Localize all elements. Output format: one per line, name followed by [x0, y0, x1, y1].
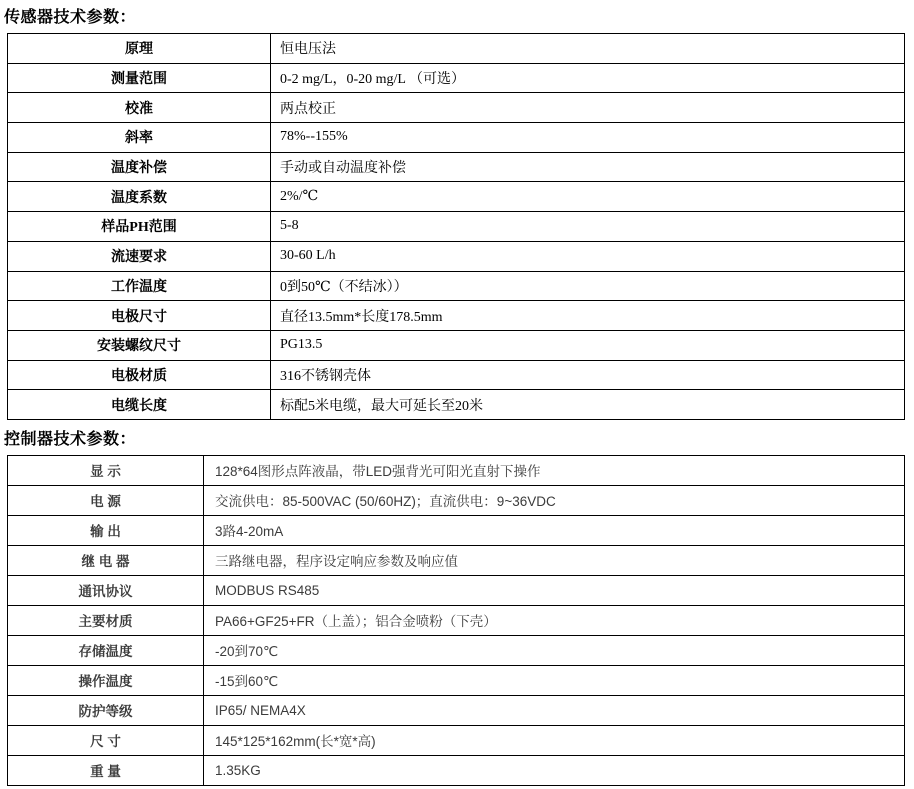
param-value: 3路4-20mA	[204, 515, 905, 545]
sensor-spec-table	[7, 33, 905, 420]
param-value: 三路继电器，程序设定响应参数及响应值	[204, 545, 905, 575]
param-label: 存储温度	[8, 635, 204, 665]
sensor-section-title: 传感器技术参数：	[4, 9, 137, 26]
param-label: 斜率	[8, 123, 271, 153]
table-row	[8, 635, 905, 665]
param-value: 1.35KG	[204, 755, 905, 785]
table-row	[8, 301, 905, 331]
param-value: 手动或自动温度补偿	[271, 152, 905, 182]
param-label: 操作温度	[8, 665, 204, 695]
table-row	[8, 271, 905, 301]
param-label: 温度系数	[8, 182, 271, 212]
param-label: 校准	[8, 93, 271, 123]
table-row	[8, 34, 905, 64]
param-value: 两点校正	[271, 93, 905, 123]
table-row	[8, 695, 905, 725]
table-row	[8, 152, 905, 182]
table-row	[8, 63, 905, 93]
table-row	[8, 182, 905, 212]
param-label: 安装螺纹尺寸	[8, 330, 271, 360]
param-value: 0-2 mg/L，0-20 mg/L （可选）	[271, 63, 905, 93]
param-value: 交流供电：85-500VAC (50/60HZ)；直流供电：9~36VDC	[204, 485, 905, 515]
param-label: 电缆长度	[8, 390, 271, 420]
param-value: 5-8	[271, 212, 905, 242]
table-row	[8, 665, 905, 695]
param-label: 原理	[8, 34, 271, 64]
param-value: 78%--155%	[271, 123, 905, 153]
param-value: -15到60℃	[204, 665, 905, 695]
table-row	[8, 755, 905, 785]
param-label: 样品PH范围	[8, 212, 271, 242]
param-label: 输 出	[8, 515, 204, 545]
param-label: 防护等级	[8, 695, 204, 725]
param-value: 恒电压法	[271, 34, 905, 64]
table-row	[8, 545, 905, 575]
table-row	[8, 241, 905, 271]
param-label: 工作温度	[8, 271, 271, 301]
table-row	[8, 515, 905, 545]
param-label: 电极材质	[8, 360, 271, 390]
table-row	[8, 123, 905, 153]
controller-spec-table	[7, 455, 905, 786]
param-label: 继 电 器	[8, 545, 204, 575]
param-value: 直径13.5mm*长度178.5mm	[271, 301, 905, 331]
param-value: 30-60 L/h	[271, 241, 905, 271]
param-label: 电极尺寸	[8, 301, 271, 331]
table-row	[8, 390, 905, 420]
param-value: -20到70℃	[204, 635, 905, 665]
param-label: 电 源	[8, 485, 204, 515]
param-label: 流速要求	[8, 241, 271, 271]
table-row	[8, 212, 905, 242]
param-label: 显 示	[8, 455, 204, 485]
param-label: 重 量	[8, 755, 204, 785]
table-row	[8, 485, 905, 515]
param-value: PA66+GF25+FR（上盖）；铝合金喷粉（下壳）	[204, 605, 905, 635]
param-label: 主要材质	[8, 605, 204, 635]
param-label: 测量范围	[8, 63, 271, 93]
table-row	[8, 575, 905, 605]
param-label: 通讯协议	[8, 575, 204, 605]
param-value: IP65/ NEMA4X	[204, 695, 905, 725]
controller-section-title: 控制器技术参数：	[4, 430, 137, 448]
table-row	[8, 360, 905, 390]
param-value: 145*125*162mm(长*宽*高)	[204, 725, 905, 755]
param-value: 标配5米电缆，最大可延长至20米	[271, 390, 905, 420]
table-row	[8, 455, 905, 485]
param-value: PG13.5	[271, 330, 905, 360]
param-value: 0到50℃（不结冰））	[271, 271, 905, 301]
param-label: 温度补偿	[8, 152, 271, 182]
param-value: 316不锈钢壳体	[271, 360, 905, 390]
param-value: 2%/℃	[271, 182, 905, 212]
param-value: 128*64图形点阵液晶，带LED强背光可阳光直射下操作	[204, 455, 905, 485]
table-row	[8, 330, 905, 360]
param-label: 尺 寸	[8, 725, 204, 755]
table-row	[8, 93, 905, 123]
table-row	[8, 725, 905, 755]
table-row	[8, 605, 905, 635]
param-value: MODBUS RS485	[204, 575, 905, 605]
